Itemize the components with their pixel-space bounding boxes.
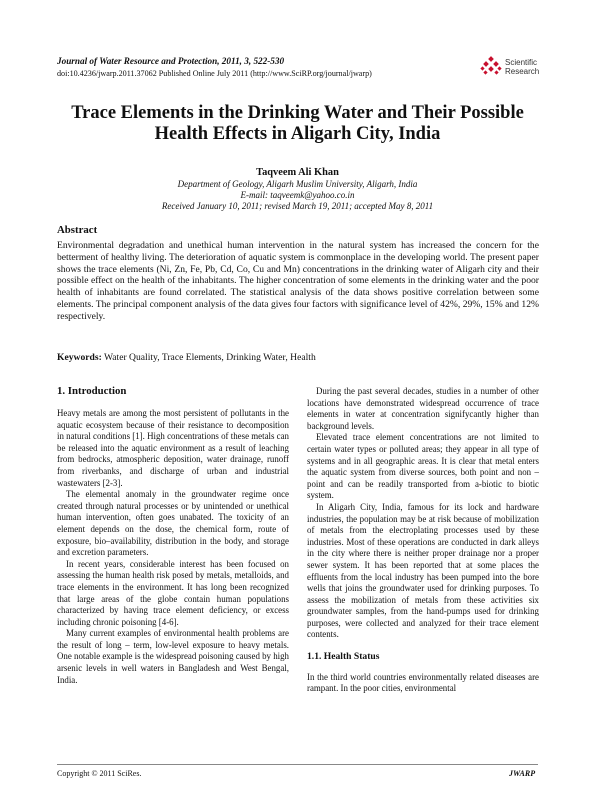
right-column	[307, 386, 539, 695]
footer-copyright: Copyright © 2011 SciRes.	[57, 769, 142, 778]
keywords	[57, 352, 539, 363]
paragraph: Heavy metals are among the most persistent of pollutants in the aquatic ecosystem because of their resistance to decomposition in natural conditions [1]. High concentrations of these metals can be released into the aquatic environment as a result of leaching from bedrocks, atmospheric deposition, water drainage, runoff from riverbanks, and discharge of urban and industrial wastewaters [2-3].	[57, 408, 289, 488]
title-line-2: Health Effects in Aligarh City, India	[154, 124, 441, 144]
publisher-logo-icon	[480, 56, 502, 78]
keywords-list: Water Quality, Trace Elements, Drinking Water, Health	[104, 352, 316, 363]
paper-title	[40, 103, 555, 145]
abstract-heading: Abstract	[57, 224, 98, 236]
email-line: E-mail: taqveemk@yahoo.co.in	[240, 190, 355, 201]
logo-line-1: Scientific	[505, 58, 538, 67]
author-name: Taqveem Ali Khan	[256, 167, 339, 178]
affiliation-line: Department of Geology, Aligarh Muslim University, Aligarh, India	[177, 179, 418, 189]
paragraph: Many current examples of environmental health problems are the result of long – term, low-level exposure to heavy metals. One notable example is the widespread poisoning caused by high arsenic levels in well waters in Bangladesh and West Bengal, India.	[57, 628, 289, 685]
journal-citation: Journal of Water Resource and Protection, 2011, 3, 522-530	[57, 56, 285, 66]
publisher-logo-text	[505, 58, 539, 76]
left-column	[57, 408, 289, 686]
subsection-heading-health-status: 1.1. Health Status	[307, 651, 380, 663]
paragraph: In Aligarh City, India, famous for its lock and hardware industries, the population may be at risk because of mobilization of metals from the electroplating processes used by these industries. Most of these operations are conducted in dark alleys in the city where there is neither proper drainage nor a proper sewer system. It has been reported that at some places the effluents from the local industry has been pumped into the bore wells that joins the groundwater used for drinking purposes. To assess the mobilization of metals from these activities six groundwater samples, from the hand-pumps used for drinking purposes, were collected and analyzed for their trace element contents.	[307, 501, 539, 640]
paragraph: During the past several decades, studies in a number of other locations have demonstrated widespread occurrence of trace elements in water at concentration signifycantly higher than background levels.	[307, 386, 539, 431]
paragraph: Elevated trace element concentrations are not limited to certain water types or polluted areas; they appear in all type of systems and in all geographic areas. It is clear that metal enters the aquatic system from diverse sources, both point and non – point and can be readily transported from a-biotic to biotic system.	[307, 432, 539, 501]
logo-line-2: Research	[505, 67, 540, 76]
title-line-1: Trace Elements in the Drinking Water and Their Possible	[71, 103, 524, 123]
author-affiliation	[0, 179, 595, 213]
section-heading-introduction: 1. Introduction	[57, 385, 127, 397]
paragraph: In recent years, considerable interest has been focused on assessing the human health risk posed by metals, metalloids, and trace elements in the environment. It has long been recognized that large areas of the globe contain human populations characterized by having trace element deficiency, or excess including chronic poisoning [4-6].	[57, 558, 289, 627]
abstract-text: Environmental degradation and unethical human intervention in the natural system has increased the concern for the betterment of healthy living. The deterioration of aquatic system is commonplace in the developing world. The present paper shows the trace elements (Ni, Zn, Fe, Pb, Cd, Co, Cu and Mn) concentrations in the drinking water of Aligarh city and their possible effect on the health of the inhabitants. The higher concentration of some elements in the drinking water and the poor health of inhabitants are found correlated. The statistical analysis of the data shows positive correlation between some elements. The principal component analysis of the data gives four factors with significance level of 42%, 29%, 15% and 12% respectively.	[57, 240, 539, 322]
footer-journal-abbr: JWARP	[509, 769, 536, 778]
keywords-label: Keywords:	[57, 352, 102, 363]
doi-line: doi:10.4236/jwarp.2011.37062 Published Online July 2011 (http://www.SciRP.org/journal/jwarp)	[57, 69, 372, 78]
paragraph: In the third world countries environmentally related diseases are rampant. In the poor cities, environmental	[307, 671, 539, 694]
received-dates: Received January 10, 2011; revised March 19, 2011; accepted May 8, 2011	[161, 201, 434, 212]
paragraph: The elemental anomaly in the groundwater regime once created through natural processes or by unintended or unethical human intervention, often goes unabated. The toxicity of an element depends on the dose, the chemical form, route of exposure, bio–availability, distribution in the body, and storage and excretion parameters.	[57, 489, 289, 558]
footer-rule	[57, 764, 538, 765]
publisher-logo	[480, 52, 550, 82]
